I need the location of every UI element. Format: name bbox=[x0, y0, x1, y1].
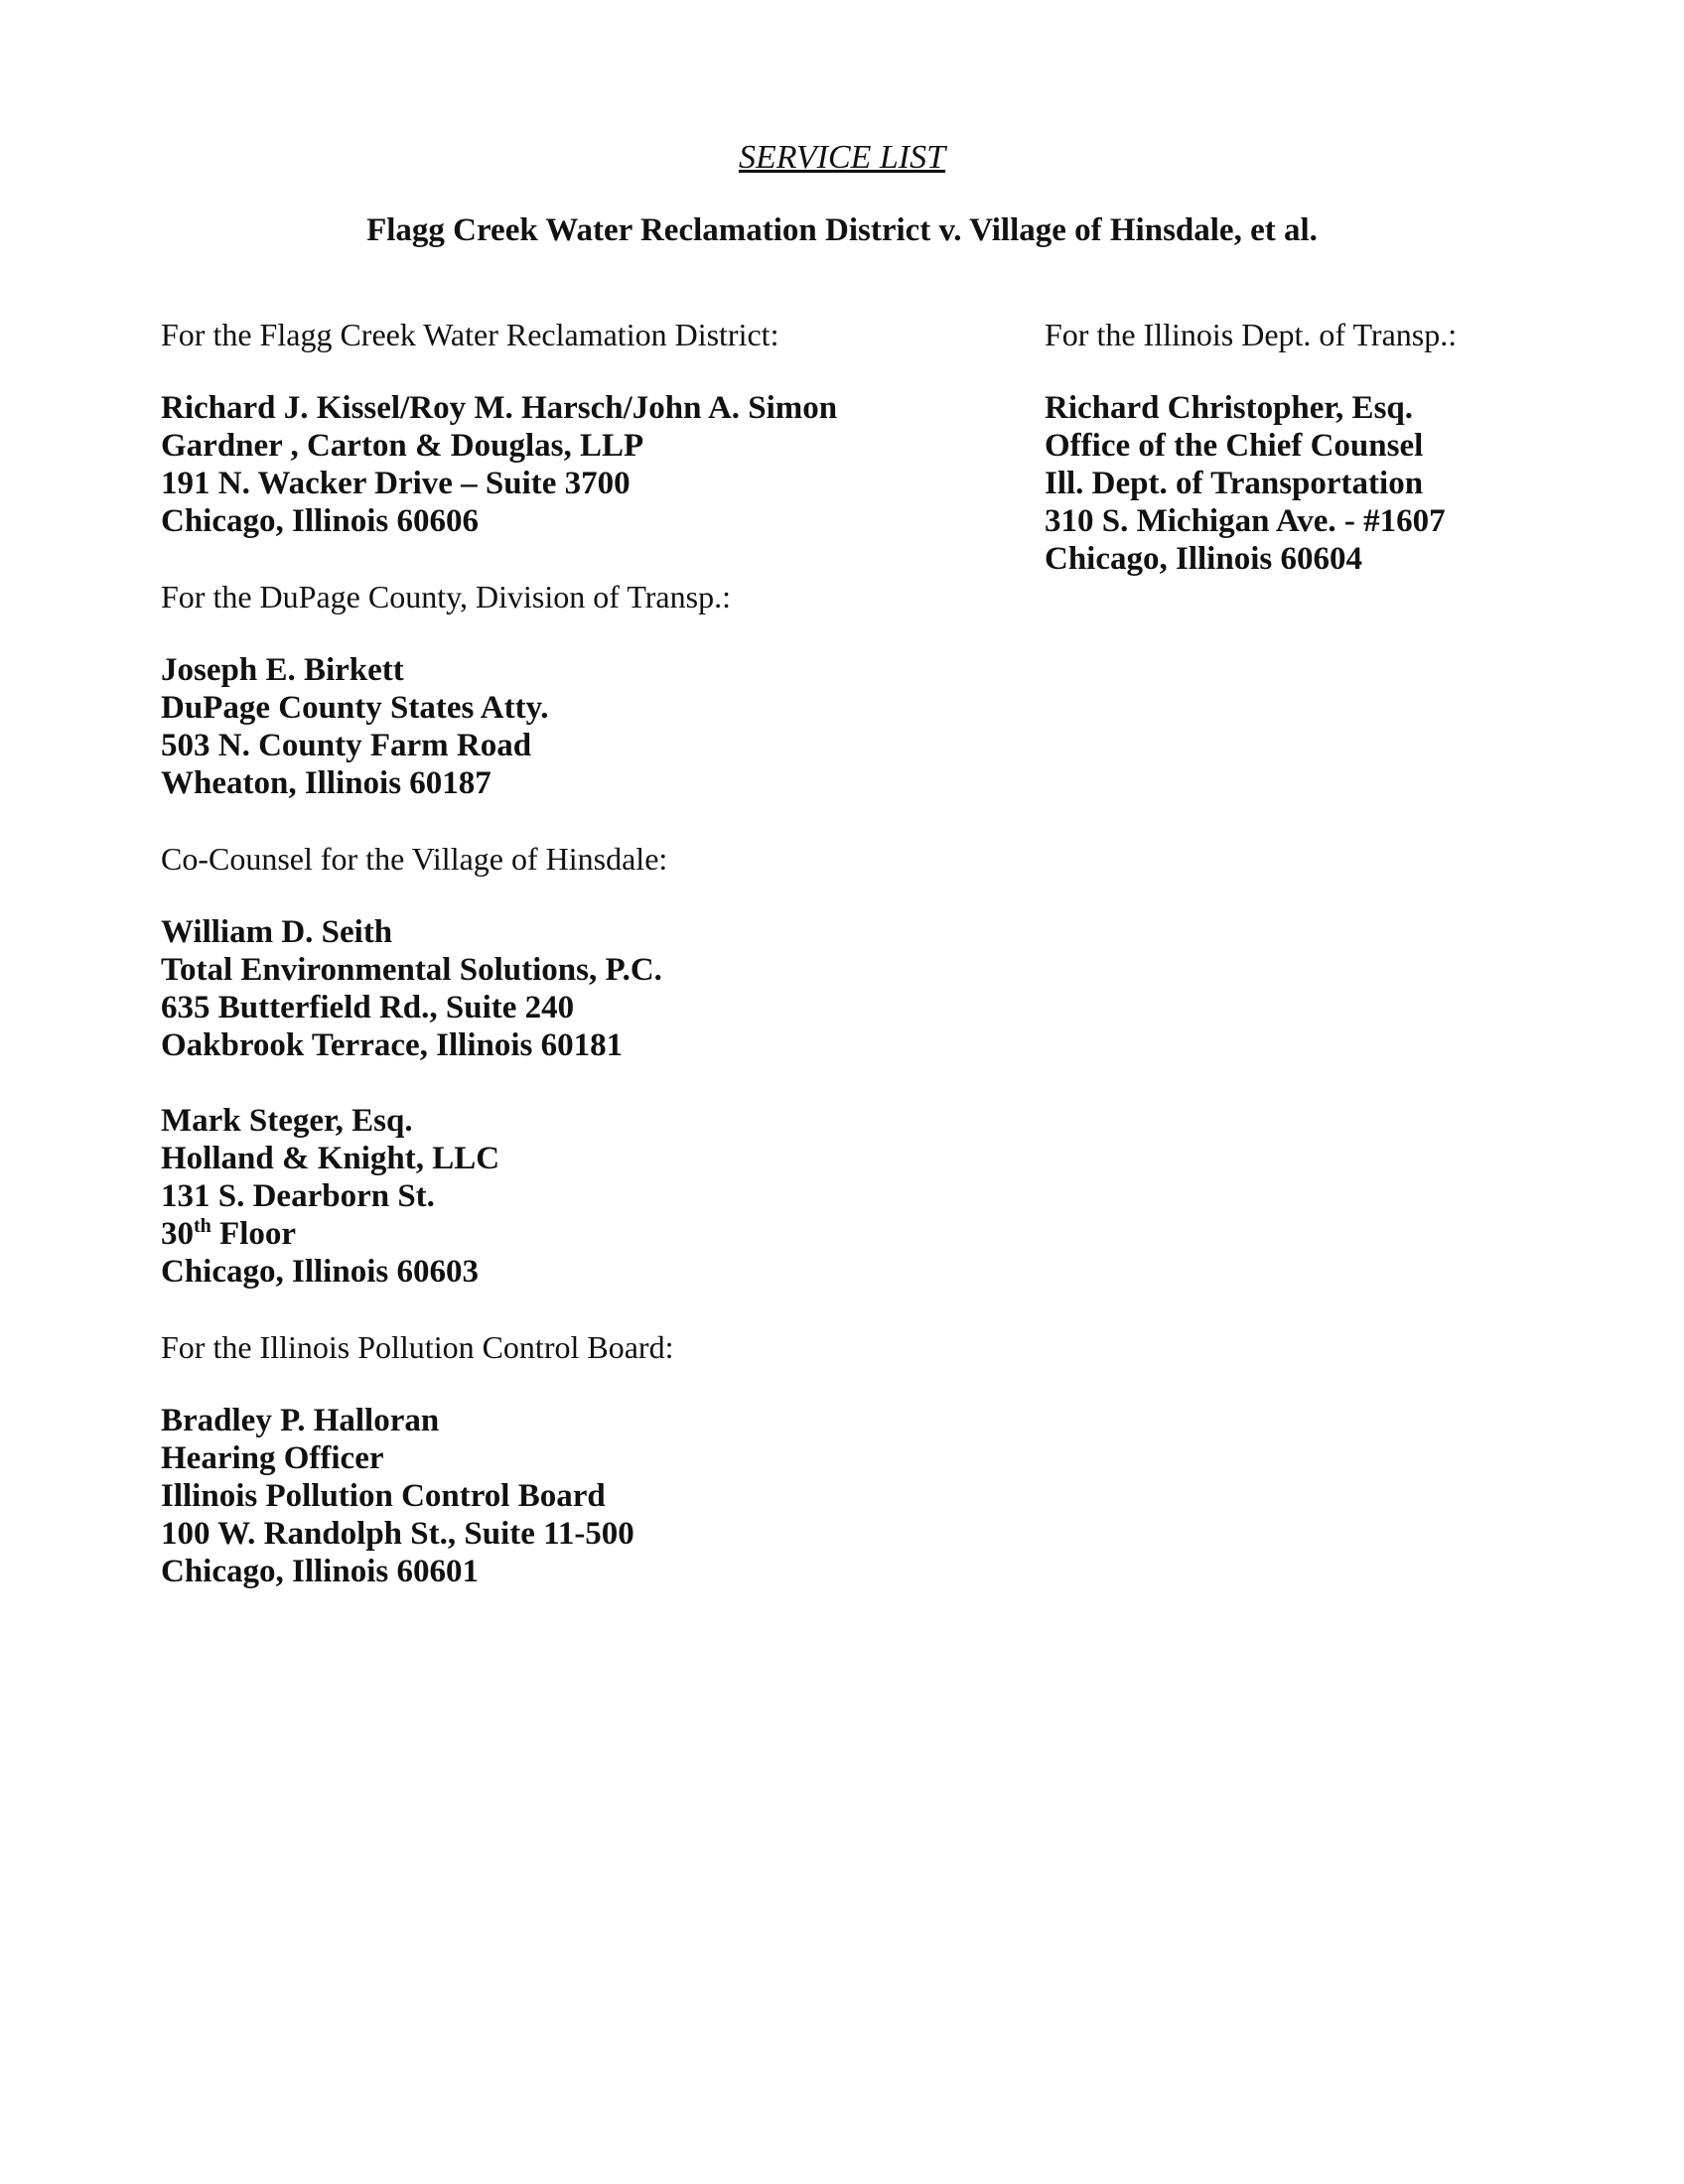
contact-name: Mark Steger, Esq. bbox=[161, 1103, 413, 1139]
contact-office: Office of the Chief Counsel bbox=[1045, 428, 1424, 464]
contact-firm: Gardner , Carton & Douglas, LLP bbox=[161, 428, 644, 464]
party-role: For the Illinois Dept. of Transp.: bbox=[1045, 317, 1458, 352]
contact-name: Bradley P. Halloran bbox=[161, 1403, 440, 1438]
contact-name: Richard J. Kissel/Roy M. Harsch/John A. Simon bbox=[161, 390, 838, 426]
service-entry-dupage bbox=[161, 578, 1015, 802]
party-role: For the Illinois Pollution Control Board: bbox=[161, 1329, 674, 1365]
document-title: SERVICE LIST bbox=[738, 139, 946, 176]
contact-block bbox=[1045, 389, 1640, 578]
contact-street: 635 Butterfield Rd., Suite 240 bbox=[161, 990, 575, 1025]
contact-name: William D. Seith bbox=[161, 914, 393, 950]
contact-city: Chicago, Illinois 60603 bbox=[161, 1254, 479, 1290]
service-entry-hinsdale-cocounsel bbox=[161, 840, 1015, 1064]
contact-block bbox=[161, 913, 1015, 1064]
contact-city: Chicago, Illinois 60604 bbox=[1045, 541, 1362, 577]
service-entry-pollution-board bbox=[161, 1328, 1015, 1590]
case-caption: Flagg Creek Water Reclamation District v. Village of Hinsdale, et al. bbox=[366, 212, 1318, 248]
contact-city: Wheaton, Illinois 60187 bbox=[161, 765, 491, 801]
service-entry-holland-knight bbox=[161, 1102, 1015, 1291]
contact-title: Hearing Officer bbox=[161, 1440, 384, 1476]
right-column bbox=[1045, 316, 1640, 615]
contact-name: Joseph E. Birkett bbox=[161, 652, 404, 688]
contact-city: Chicago, Illinois 60601 bbox=[161, 1554, 479, 1589]
contact-street: 131 S. Dearborn St. bbox=[161, 1178, 435, 1214]
contact-block bbox=[161, 651, 1015, 802]
service-entry-idot bbox=[1045, 316, 1640, 578]
contact-agency: Ill. Dept. of Transportation bbox=[1045, 466, 1424, 501]
contact-floor: 30th Floor bbox=[161, 1215, 297, 1252]
contact-firm: Total Environmental Solutions, P.C. bbox=[161, 952, 662, 988]
contact-street: 100 W. Randolph St., Suite 11-500 bbox=[161, 1516, 634, 1552]
contact-street: 310 S. Michigan Ave. - #1607 bbox=[1045, 503, 1446, 539]
party-role: For the DuPage County, Division of Transp.: bbox=[161, 579, 731, 614]
contact-name: Richard Christopher, Esq. bbox=[1045, 390, 1414, 426]
contact-block bbox=[161, 389, 1015, 540]
left-column bbox=[161, 316, 1015, 1628]
party-role: For the Flagg Creek Water Reclamation District: bbox=[161, 317, 779, 352]
contact-block bbox=[161, 1402, 1015, 1590]
contact-office: Illinois Pollution Control Board bbox=[161, 1478, 606, 1514]
contact-firm: Holland & Knight, LLC bbox=[161, 1141, 500, 1176]
contact-street: 191 N. Wacker Drive – Suite 3700 bbox=[161, 466, 631, 501]
contact-city: Oakbrook Terrace, Illinois 60181 bbox=[161, 1027, 624, 1063]
contact-block bbox=[161, 1102, 1015, 1291]
contact-street: 503 N. County Farm Road bbox=[161, 728, 532, 763]
service-entry-flagg-creek bbox=[161, 316, 1015, 540]
party-role: Co-Counsel for the Village of Hinsdale: bbox=[161, 841, 668, 877]
contact-city: Chicago, Illinois 60606 bbox=[161, 503, 479, 539]
contact-office: DuPage County States Atty. bbox=[161, 690, 549, 726]
